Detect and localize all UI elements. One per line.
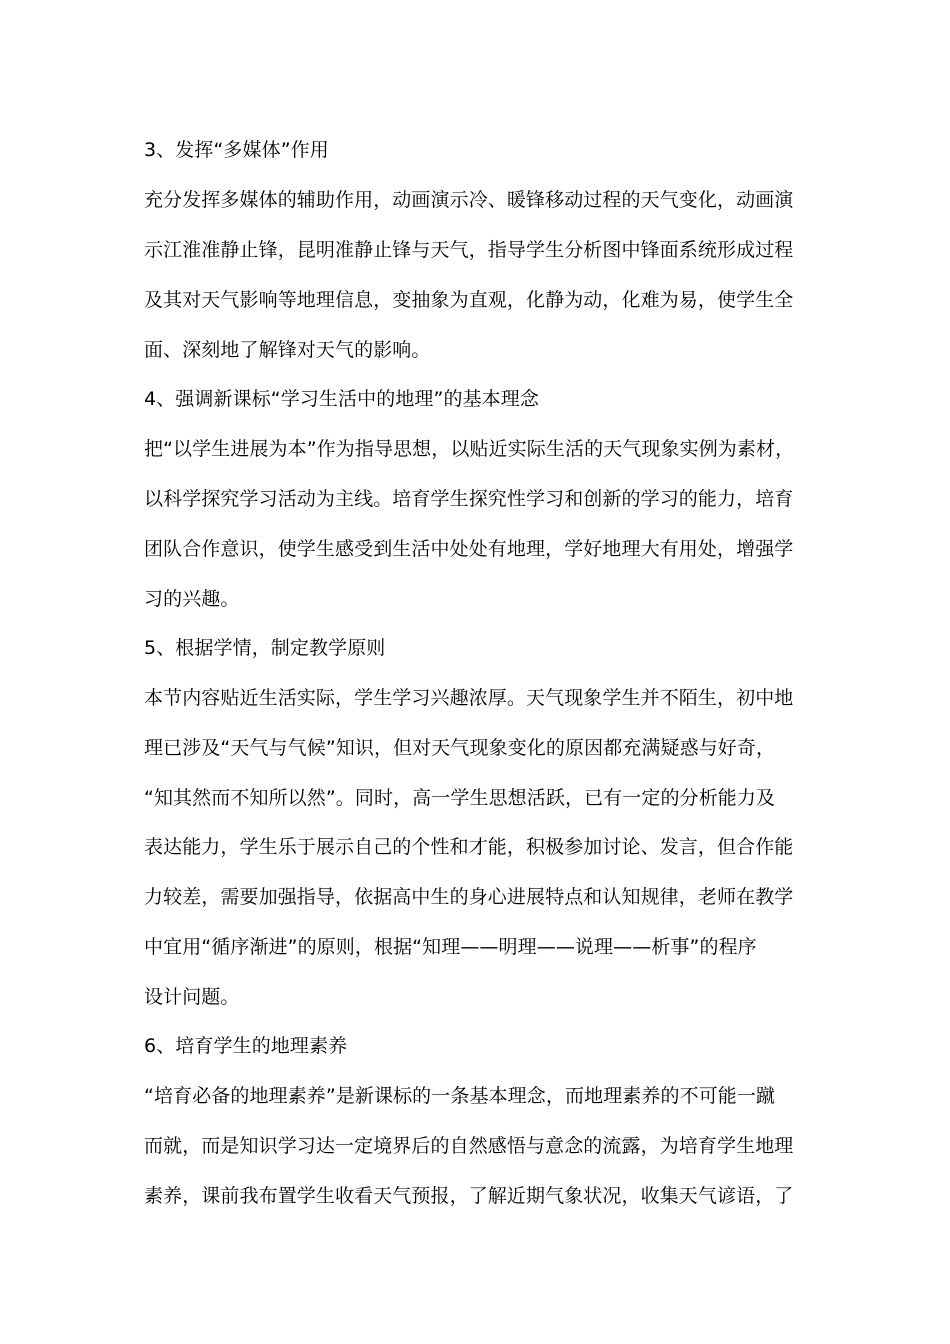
heading-teaching-principle: 5、根据学情，制定教学原则 [144, 637, 386, 659]
paragraph-line: 示江淮准静止锋，昆明准静止锋与天气，指导学生分析图中锋面系统形成过程 [144, 239, 794, 261]
paragraph-line: 而就，而是知识学习达一定境界后的自然感悟与意念的流露，为培育学生地理 [144, 1135, 794, 1157]
paragraph-line: 及其对天气影响等地理信息，变抽象为直观，化静为动，化难为易，使学生全 [144, 289, 794, 311]
paragraph-line: 力较差，需要加强指导，依据高中生的身心进展特点和认知规律，老师在教学 [144, 886, 794, 908]
paragraph-line: 理已涉及“天气与气候”知识，但对天气现象变化的原因都充满疑惑与好奇， [144, 737, 776, 759]
paragraph-line: 表达能力，学生乐于展示自己的个性和才能，积极参加讨论、发言，但合作能 [144, 836, 794, 858]
heading-multimedia: 3、发挥“多媒体”作用 [144, 139, 329, 161]
paragraph-line: “培育必备的地理素养”是新课标的一条基本理念，而地理素养的不可能一蹴 [144, 1085, 776, 1107]
paragraph-line: 素养，课前我布置学生收看天气预报，了解近期气象状况，收集天气谚语，了 [144, 1185, 794, 1207]
paragraph-line: 本节内容贴近生活实际，学生学习兴趣浓厚。天气现象学生并不陌生，初中地 [144, 687, 794, 709]
paragraph-line: 设计问题。 [144, 986, 240, 1008]
paragraph-line: “知其然而不知所以然”。同时，高一学生思想活跃，已有一定的分析能力及 [144, 787, 776, 809]
paragraph-line: 以科学探究学习活动为主线。培育学生探究性学习和创新的学习的能力，培育 [144, 488, 794, 510]
paragraph-line: 习的兴趣。 [144, 588, 240, 610]
paragraph-line: 面、深刻地了解锋对天气的影响。 [144, 339, 431, 361]
heading-geography-literacy: 6、培育学生的地理素养 [144, 1035, 348, 1057]
paragraph-line: 把“以学生进展为本”作为指导思想，以贴近实际生活的天气现象实例为素材， [144, 438, 795, 460]
paragraph-line: 团队合作意识，使学生感受到生活中处处有地理，学好地理大有用处，增强学 [144, 538, 794, 560]
paragraph-line: 中宜用“循序渐进”的原则，根据“知理——明理——说理——析事”的程序 [144, 936, 757, 958]
paragraph-line: 充分发挥多媒体的辅助作用，动画演示冷、暖锋移动过程的天气变化，动画演 [144, 189, 794, 211]
heading-curriculum-concept: 4、强调新课标“学习生活中的地理”的基本理念 [144, 388, 539, 410]
